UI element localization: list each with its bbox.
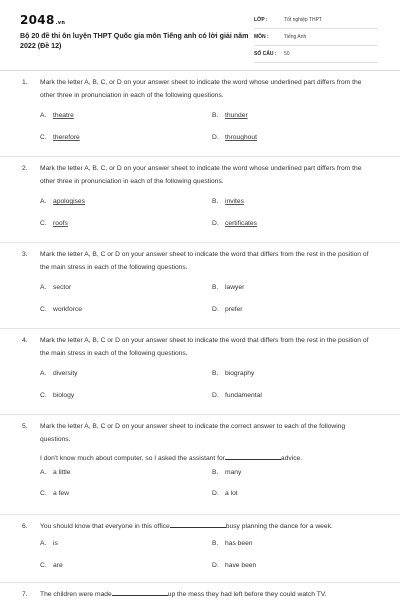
- option-letter: C.: [40, 392, 47, 399]
- question-2: [0, 157, 400, 243]
- option-b[interactable]: [212, 112, 248, 119]
- option-letter: A.: [40, 284, 47, 291]
- option-letter: B.: [212, 198, 219, 205]
- logo-main: 2048: [20, 13, 55, 27]
- question-5: [0, 415, 400, 515]
- prompt-after: up the mess they had left before they could watch TV.: [167, 591, 327, 598]
- question-3: [0, 243, 400, 329]
- question-text: Mark the letter A, B, C, or D on your answer sheet to indicate the word whose underlined part differs from the other three in pronunciation in each of the following questions.: [40, 79, 362, 99]
- option-letter: D.: [212, 134, 219, 141]
- option-b[interactable]: [212, 540, 253, 547]
- option-text: are: [53, 562, 63, 569]
- option-text: biology: [53, 392, 75, 399]
- site-logo[interactable]: [20, 13, 65, 27]
- option-d[interactable]: [212, 306, 242, 313]
- option-letter: A.: [40, 198, 47, 205]
- question-text: Mark the letter A, B, C, or D on your answer sheet to indicate the word whose underlined part differs from the other three in pronunciation in each of the following questions.: [40, 165, 362, 185]
- option-text: many: [225, 469, 242, 476]
- meta-value: Tốt nghiệp THPT: [284, 17, 322, 23]
- option-a[interactable]: [40, 469, 70, 476]
- option-text: invites: [225, 198, 244, 205]
- option-letter: C.: [40, 562, 47, 569]
- option-letter: B.: [212, 112, 219, 119]
- option-letter: B.: [212, 540, 219, 547]
- question-text: [40, 515, 376, 533]
- option-letter: B.: [212, 284, 219, 291]
- option-text: throughout: [225, 134, 257, 141]
- option-d[interactable]: [212, 392, 262, 399]
- option-text: workforce: [53, 306, 82, 313]
- answer-blank: [112, 590, 168, 596]
- option-text: a little: [53, 469, 71, 476]
- option-text: a lot: [225, 490, 238, 497]
- option-d[interactable]: [212, 562, 256, 569]
- option-d[interactable]: [212, 134, 257, 141]
- option-text: thunder: [225, 112, 248, 119]
- option-b[interactable]: [212, 198, 244, 205]
- option-b[interactable]: [212, 469, 241, 476]
- option-letter: D.: [212, 220, 219, 227]
- option-text: sector: [53, 284, 72, 291]
- question-number: 7.: [22, 591, 28, 598]
- option-text: diversity: [53, 370, 78, 377]
- prompt-before: The children were made: [40, 591, 112, 598]
- meta-value: 50: [284, 51, 290, 57]
- meta-label: LỚP :: [254, 17, 268, 23]
- option-c[interactable]: [40, 306, 82, 313]
- option-a[interactable]: [40, 198, 85, 205]
- option-text: is: [53, 540, 58, 547]
- question-text: Mark the letter A, B, C or D on your answer sheet to indicate the word that differs from the rest in the position of the main stress in each of the following questions.: [40, 251, 369, 271]
- prompt-after: busy planning the dance for a week.: [225, 523, 333, 530]
- question-1: [0, 71, 400, 157]
- option-d[interactable]: [212, 220, 257, 227]
- question-number: 1.: [22, 79, 28, 86]
- option-letter: A.: [40, 469, 47, 476]
- option-b[interactable]: [212, 284, 244, 291]
- document-title: Bộ 20 đề thi ôn luyện THPT Quốc gia môn Tiếng anh có lời giải năm 2022 (Đề 12): [20, 32, 249, 50]
- option-letter: A.: [40, 540, 47, 547]
- option-b[interactable]: [212, 370, 254, 377]
- answer-blank: [170, 522, 226, 528]
- option-d[interactable]: [212, 490, 238, 497]
- question-6: [0, 515, 400, 583]
- option-letter: C.: [40, 134, 47, 141]
- option-letter: C.: [40, 490, 47, 497]
- meta-row-class: [254, 14, 378, 29]
- option-c[interactable]: [40, 220, 68, 227]
- question-number: 3.: [22, 251, 28, 258]
- question-number: 2.: [22, 165, 28, 172]
- question-number: 4.: [22, 337, 28, 344]
- question-text: Mark the letter A, B, C or D on your answer sheet to indicate the correct answer to each of the following questions.: [40, 423, 346, 443]
- option-letter: D.: [212, 562, 219, 569]
- meta-row-subject: [254, 31, 378, 46]
- question-4: [0, 329, 400, 415]
- meta-value: Tiếng Anh: [284, 34, 307, 40]
- option-text: lawyer: [225, 284, 245, 291]
- option-letter: A.: [40, 112, 47, 119]
- prompt-after: advice.: [280, 455, 303, 462]
- option-letter: D.: [212, 490, 219, 497]
- option-c[interactable]: [40, 134, 80, 141]
- option-a[interactable]: [40, 370, 78, 377]
- option-text: apologises: [53, 198, 85, 205]
- option-text: prefer: [225, 306, 243, 313]
- option-text: biography: [225, 370, 255, 377]
- logo-sub: .vn: [55, 20, 66, 26]
- answer-blank: [225, 454, 281, 460]
- option-letter: B.: [212, 469, 219, 476]
- option-letter: C.: [40, 220, 47, 227]
- question-number: 6.: [22, 523, 28, 530]
- prompt-before: I don't know much about computer, so I asked the assistant for: [40, 455, 225, 462]
- question-text: [40, 583, 376, 600]
- option-letter: B.: [212, 370, 219, 377]
- option-text: has been: [225, 540, 253, 547]
- option-c[interactable]: [40, 392, 74, 399]
- question-7: [0, 583, 400, 600]
- option-a[interactable]: [40, 540, 58, 547]
- page-header: [0, 0, 400, 62]
- option-c[interactable]: [40, 562, 63, 569]
- meta-label: SỐ CÂU :: [254, 51, 277, 57]
- option-text: therefore: [53, 134, 80, 141]
- option-a[interactable]: [40, 284, 71, 291]
- option-a[interactable]: [40, 112, 74, 119]
- option-text: roofs: [53, 220, 68, 227]
- question-number: 5.: [22, 423, 28, 430]
- option-text: a few: [53, 490, 69, 497]
- option-letter: C.: [40, 306, 47, 313]
- question-text: Mark the letter A, B, C or D on your answer sheet to indicate the word that differs from the rest in the position of the main stress in each of the following questions.: [40, 337, 369, 357]
- meta-label: MÔN :: [254, 34, 269, 40]
- option-text: theatre: [53, 112, 74, 119]
- option-letter: D.: [212, 306, 219, 313]
- option-c[interactable]: [40, 490, 69, 497]
- option-letter: A.: [40, 370, 47, 377]
- option-letter: D.: [212, 392, 219, 399]
- prompt-before: You should know that everyone in this office: [40, 523, 170, 530]
- document-meta: [254, 14, 378, 65]
- option-text: certificates: [225, 220, 257, 227]
- option-text: fundamental: [225, 392, 262, 399]
- question-list: [0, 71, 400, 600]
- question-prompt: [40, 452, 376, 465]
- meta-row-count: [254, 48, 378, 63]
- option-text: have been: [225, 562, 257, 569]
